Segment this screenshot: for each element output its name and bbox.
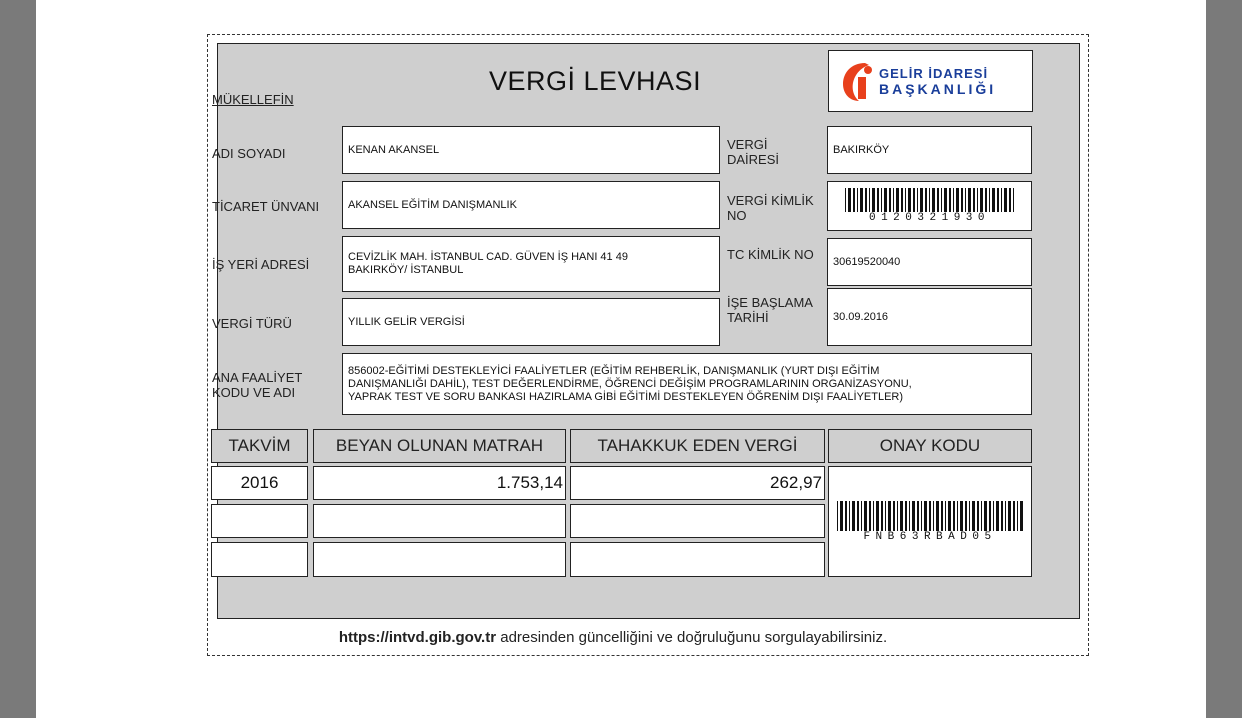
vergi-kimlik-no-label: VERGİ KİMLİK NO	[727, 193, 814, 223]
table-row-1-takvim: 2016	[211, 466, 308, 500]
ise-baslama-label: İŞE BAŞLAMA TARİHİ	[727, 295, 813, 325]
document-page	[36, 0, 1206, 718]
tc-kimlik-no-label: TC KİMLİK NO	[727, 247, 814, 262]
verification-url[interactable]: https://intvd.gib.gov.tr	[338, 629, 497, 646]
verification-note: https://intvd.gib.gov.tr adresinden güncelliğini ve doğruluğunu sorgulayabilirsiniz.	[338, 629, 888, 646]
table-row-2-matrah	[313, 504, 566, 538]
barcode-icon	[845, 188, 1015, 212]
vergi-dairesi-value: BAKIRKÖY	[827, 126, 1032, 174]
ise-baslama-value: 30.09.2016	[827, 288, 1032, 346]
table-row-3-vergi	[570, 542, 825, 577]
vergi-turu-label: VERGİ TÜRÜ	[212, 316, 292, 331]
table-row-1-vergi: 262,97	[570, 466, 825, 500]
logo-line1: GELİR İDARESİ	[879, 65, 989, 81]
vergi-kimlik-no-barcode	[827, 181, 1032, 231]
table-row-2-vergi	[570, 504, 825, 538]
table-row-3-takvim	[211, 542, 308, 577]
onay-kodu-barcode	[828, 466, 1032, 577]
takvim-header: TAKVİM	[211, 429, 308, 463]
ana-faaliyet-label: ANA FAALİYET KODU VE ADI	[212, 370, 303, 400]
vergi-header: TAHAKKUK EDEN VERGİ	[570, 429, 825, 463]
table-row-1-matrah: 1.753,14	[313, 466, 566, 500]
onay-kodu-digits: FNB63RBAD05	[863, 530, 997, 543]
tc-kimlik-no-value: 30619520040	[827, 238, 1032, 286]
mukellefin-label: MÜKELLEFİN	[212, 92, 294, 107]
ana-faaliyet-value: 856002-EĞİTİMİ DESTEKLEYİCİ FAALİYETLER (EĞİTİM REHBERLİK, DANIŞMANLIK (YURT DIŞI EĞİTİM DANIŞMANLIĞI DAHİL), TEST DEĞERLENDİRME, ÖĞRENCİ DEĞİŞİM PROGRAMLARININ ORGANİZASYONU, YAPRAK TEST VE SORU BANKASI HAZIRLAMA GİBİ EĞİTİMİ DESTEKLEYEN ÖĞRENİM DIŞI FAALİYETLER)	[342, 353, 1032, 415]
onay-kodu-header: ONAY KODU	[828, 429, 1032, 463]
is-yeri-adresi-value: CEVİZLİK MAH. İSTANBUL CAD. GÜVEN İŞ HANI 41 49 BAKIRKÖY/ İSTANBUL	[342, 236, 720, 292]
barcode-icon	[837, 501, 1023, 531]
ticaret-unvani-label: TİCARET ÜNVANI	[212, 199, 320, 214]
adi-soyadi-value: KENAN AKANSEL	[342, 126, 720, 174]
page-title: VERGİ LEVHASI	[489, 66, 702, 96]
table-row-2-takvim	[211, 504, 308, 538]
vergi-turu-value: YILLIK GELİR VERGİSİ	[342, 298, 720, 346]
gib-logo	[828, 50, 1033, 112]
table-row-3-matrah	[313, 542, 566, 577]
vergi-kimlik-no-digits: 0120321930	[868, 212, 990, 224]
is-yeri-adresi-label: İŞ YERİ ADRESİ	[212, 257, 310, 272]
logo-line2: BAŞKANLIĞI	[879, 80, 997, 97]
adi-soyadi-label: ADI SOYADI	[212, 146, 286, 161]
ticaret-unvani-value: AKANSEL EĞİTİM DANIŞMANLIK	[342, 181, 720, 229]
vergi-dairesi-label: VERGİ DAİRESİ	[727, 137, 780, 167]
gib-logo-icon	[841, 59, 875, 103]
matrah-header: BEYAN OLUNAN MATRAH	[313, 429, 566, 463]
